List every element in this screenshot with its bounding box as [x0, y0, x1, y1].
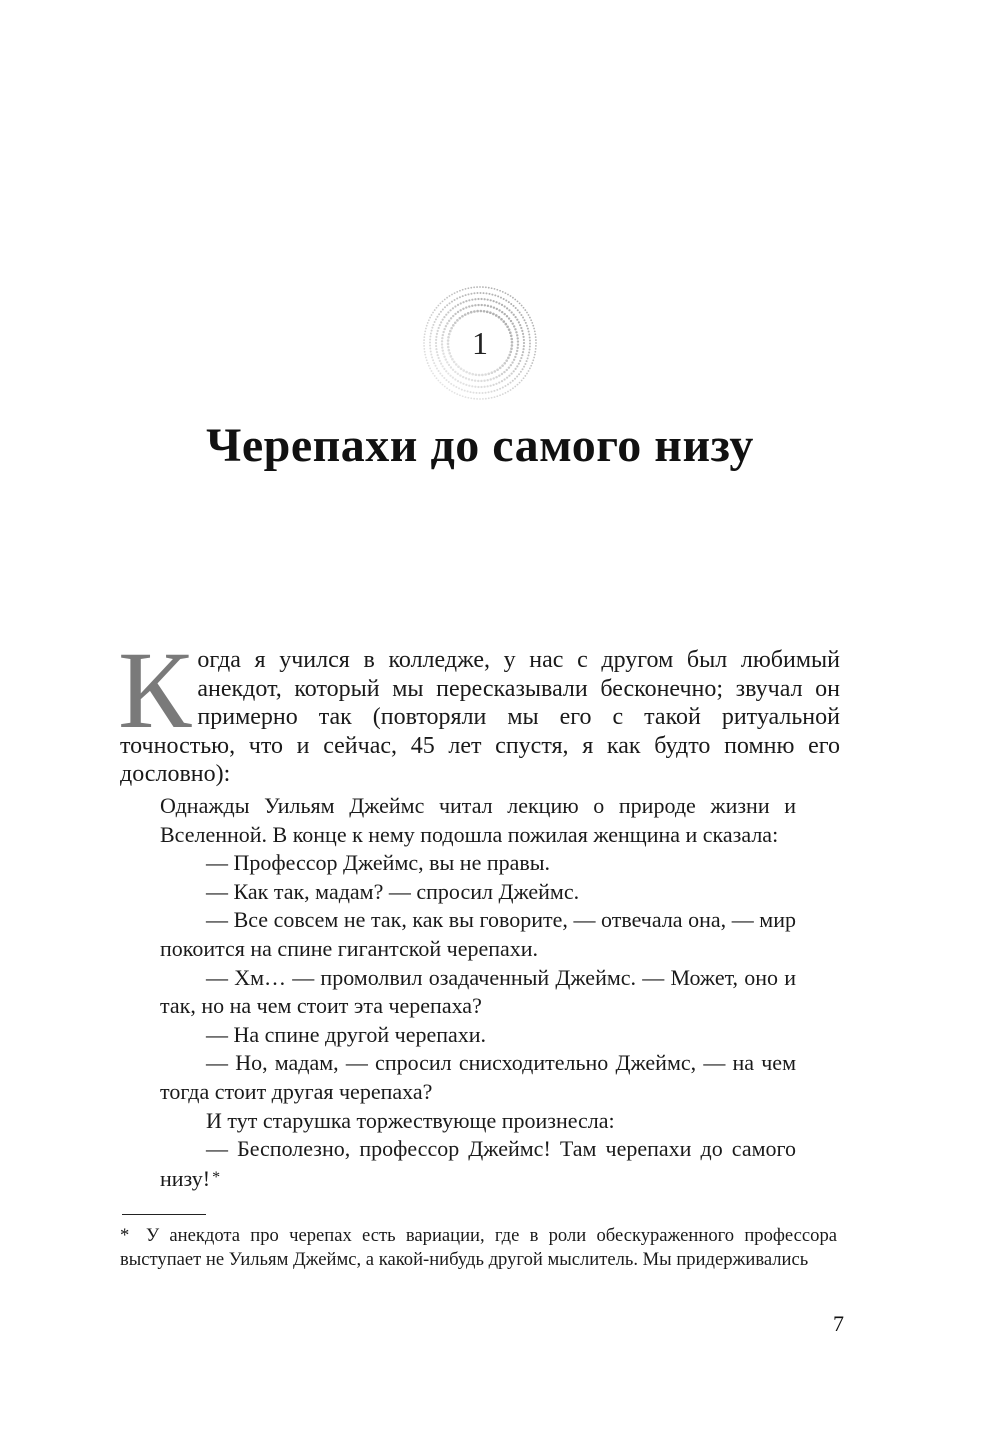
quote-lead: Однажды Уильям Джеймс читал лекцию о природе жизни и Вселенной. В конце к нему подошла пожилая женщина и сказала:	[160, 793, 796, 847]
quote-line: — Все совсем не так, как вы говорите, — отвечала она, — мир покоится на спине гигантской черепахи.	[160, 907, 796, 961]
drop-cap: К	[118, 629, 192, 751]
footnote-reference[interactable]: *	[212, 1168, 221, 1186]
footnote-divider	[122, 1214, 206, 1215]
page-number: 7	[833, 1311, 844, 1336]
intro-text: огда я учился в колледже, у нас с другом был любимый анекдот, который мы пересказывали бесконечно; звучал он примерно так (повторяли мы его с такой ритуальной точностью, что и сейчас, 45 лет спустя, я как будто помню его дословно):	[120, 647, 840, 787]
footnote-text: У анекдота про черепах есть вариации, где в роли обескураженного профессора выступает не Уильям Джеймс, а какой-нибудь другой мыслитель. Мы придерживались	[120, 1225, 837, 1270]
footnote-mark: *	[120, 1225, 130, 1246]
chapter-emblem	[420, 283, 540, 403]
quote-line: — Бесполезно, профессор Джеймс! Там черепахи до самого низу!	[160, 1136, 796, 1191]
quote-line: — Но, мадам, — спросил снисходительно Джеймс, — на чем тогда стоит другая черепаха?	[160, 1050, 796, 1104]
intro-paragraph	[118, 629, 840, 789]
quote-line: — Как так, мадам? — спросил Джеймс.	[206, 878, 580, 904]
quote-line-last	[160, 1135, 796, 1193]
chapter-title: Черепахи до самого низу	[206, 419, 754, 472]
quote-line: — На спине другой черепахи.	[206, 1021, 487, 1047]
footnote	[120, 1224, 837, 1272]
chapter-number: 1	[472, 325, 488, 361]
quote-line: — Хм… — промолвил озадаченный Джеймс. — Может, оно и так, но на чем стоит эта черепаха?	[160, 964, 796, 1019]
quote-line: — Профессор Джеймс, вы не правы.	[206, 850, 551, 876]
anecdote-quote	[160, 792, 796, 1193]
quote-line: И тут старушка торжествующе произнесла:	[206, 1107, 615, 1133]
